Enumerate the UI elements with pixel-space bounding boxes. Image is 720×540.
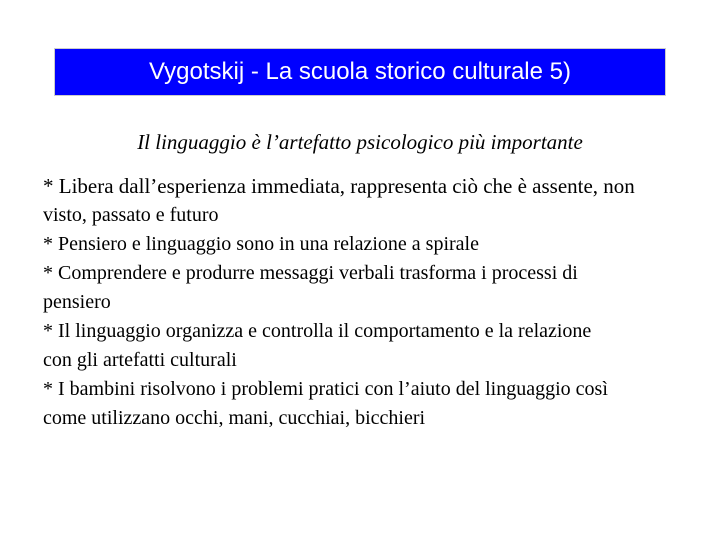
body-line: visto, passato e futuro xyxy=(43,204,219,226)
slide-subtitle: Il linguaggio è l’artefatto psicologico più importante xyxy=(137,130,583,154)
body-line: come utilizzano occhi, mani, cucchiai, bicchieri xyxy=(43,407,426,429)
body-line: con gli artefatti culturali xyxy=(43,349,237,371)
title-banner xyxy=(54,48,666,96)
slide-body xyxy=(43,172,683,433)
body-line: * I bambini risolvono i problemi pratici con l’aiuto del linguaggio così xyxy=(43,378,608,400)
body-line: * Il linguaggio organizza e controlla il comportamento e la relazione xyxy=(43,320,592,342)
body-line: * Comprendere e produrre messaggi verbali trasforma i processi di xyxy=(43,262,578,284)
body-line: * Pensiero e linguaggio sono in una relazione a spirale xyxy=(43,233,479,255)
body-line: pensiero xyxy=(43,291,111,313)
body-line: * Libera dall’esperienza immediata, rappresenta ciò che è assente, non xyxy=(43,174,635,198)
slide-title: Vygotskij - La scuola storico culturale 5) xyxy=(149,58,571,85)
